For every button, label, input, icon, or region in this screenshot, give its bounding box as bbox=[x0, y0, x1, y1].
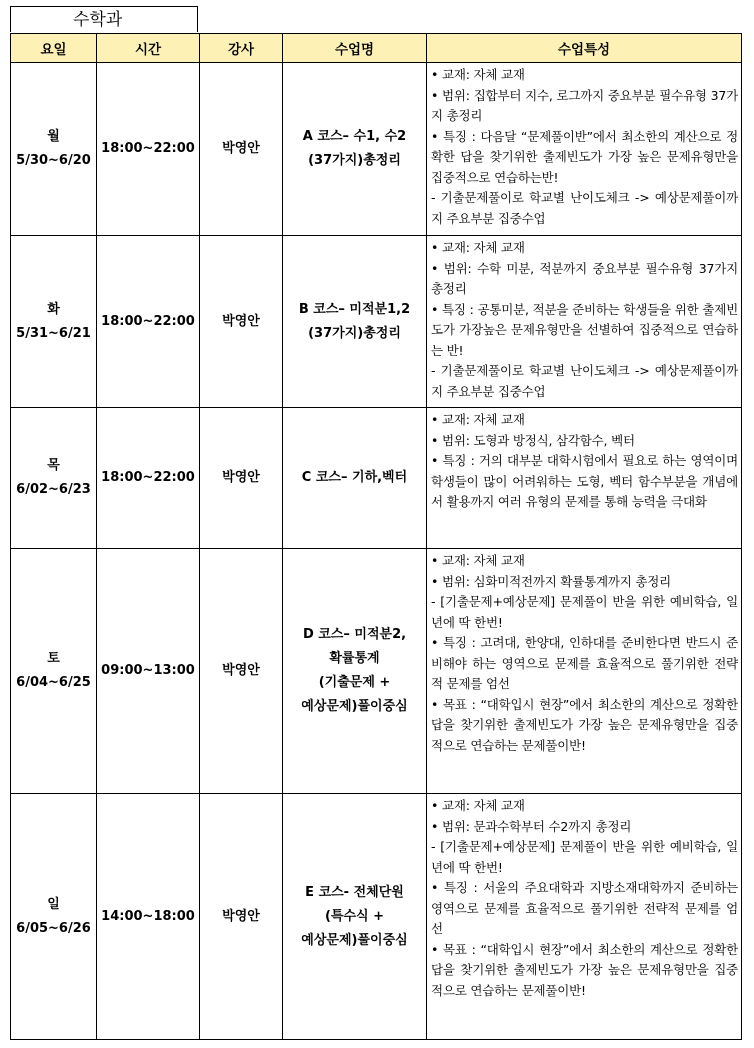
date-range: 6/04~6/25 bbox=[16, 675, 91, 690]
teacher-cell: 박영안 bbox=[200, 549, 283, 794]
feature-item: • 특징 : 거의 대부분 대학시험에서 필요로 하는 영역이며 학생들이 많이 어려워하는 도형, 벡터 함수부분을 개념에서 활용까지 여러 유형의 문제를 통해 능력을 극대화 bbox=[431, 453, 738, 509]
feature-item: - 기출문제풀이로 학교별 난이도체크 -> 예상문제풀이까지 주요부분 집중수업 bbox=[431, 190, 738, 226]
date-range: 6/02~6/23 bbox=[16, 482, 91, 497]
feature-item: • 범위: 심화미적전까지 확률통계까지 총정리 bbox=[431, 573, 672, 589]
feature-item: • 범위: 수학 미분, 적분까지 중요부분 필수유형 37가지 총정리 bbox=[431, 260, 738, 296]
header-day: 요일 bbox=[11, 34, 97, 63]
feature-item: - [기출문제+예상문제] 문제풀이 반을 위한 예비학습, 일년에 딱 한번! bbox=[431, 839, 738, 875]
features-cell bbox=[427, 63, 742, 236]
feature-item: • 목표 : “대학입시 현장”에서 최소한의 계산으로 정확한 답을 찾기위한 출제빈도가 가장 높은 문제유형만을 집중적으로 연습하는 문제풀이반! bbox=[431, 941, 738, 998]
department-title: 수학과 bbox=[10, 6, 198, 32]
day-label: 월 bbox=[47, 129, 60, 144]
day-cell bbox=[11, 794, 97, 1040]
day-label: 토 bbox=[47, 651, 60, 666]
course-name-line: B 코스– 미적분1,2 bbox=[298, 301, 411, 317]
course-name-line: A 코스– 수1, 수2 bbox=[302, 129, 407, 144]
course-cell bbox=[283, 794, 427, 1040]
feature-item: • 목표 : “대학입시 현장”에서 최소한의 계산으로 정확한 답을 찾기위한 출제빈도가 가장 높은 문제유형만을 집중적으로 연습하는 문제풀이반! bbox=[431, 696, 738, 753]
feature-item: - [기출문제+예상문제] 문제풀이 반을 위한 예비학습, 일년에 딱 한번! bbox=[431, 594, 738, 630]
teacher-cell: 박영안 bbox=[200, 63, 283, 236]
course-name-line: D 코스– 미적분2, bbox=[302, 627, 407, 642]
course-cell bbox=[283, 63, 427, 236]
teacher-cell: 박영안 bbox=[200, 236, 283, 408]
time-cell: 18:00~22:00 bbox=[97, 63, 200, 236]
time-cell: 14:00~18:00 bbox=[97, 794, 200, 1040]
feature-item: • 범위: 도형과 방정식, 삼각함수, 벡터 bbox=[431, 432, 635, 448]
features-cell bbox=[427, 549, 742, 794]
day-label: 일 bbox=[47, 896, 60, 912]
course-cell bbox=[283, 236, 427, 408]
feature-item: • 교재: 자체 교재 bbox=[431, 67, 525, 82]
day-cell bbox=[11, 236, 97, 408]
features-cell bbox=[427, 794, 742, 1040]
day-cell bbox=[11, 63, 97, 236]
course-name-line: 예상문제)풀이중심 bbox=[301, 932, 408, 948]
feature-item: • 특징 : 공통미분, 적분을 준비하는 학생들을 위한 출제빈도가 가장높은 문제유형만을 선별하여 집중적으로 연습하는 반! bbox=[431, 301, 738, 358]
teacher-cell: 박영안 bbox=[200, 794, 283, 1040]
course-name-line: (37가지)총정리 bbox=[308, 153, 401, 168]
course-name-line: (특수식 + bbox=[324, 908, 385, 924]
table-row bbox=[11, 63, 742, 236]
course-cell bbox=[283, 408, 427, 549]
table-row bbox=[11, 549, 742, 794]
feature-item: • 특징 : 서울의 주요대학과 지방소재대학까지 준비하는 영역으로 문제를 효율적으로 풀기위한 전략적 문제를 엄선 bbox=[431, 880, 738, 936]
day-cell bbox=[11, 408, 97, 549]
day-cell bbox=[11, 549, 97, 794]
time-cell: 18:00~22:00 bbox=[97, 408, 200, 549]
table-row bbox=[11, 236, 742, 408]
course-cell bbox=[283, 549, 427, 794]
date-range: 5/31~6/21 bbox=[16, 325, 91, 341]
feature-item: • 교재: 자체 교재 bbox=[431, 240, 525, 255]
course-name-line: C 코스– 기하,벡터 bbox=[301, 470, 408, 485]
teacher-cell: 박영안 bbox=[200, 408, 283, 549]
date-range: 5/30~6/20 bbox=[16, 153, 91, 168]
course-name-line: E 코스- 전체단원 bbox=[305, 884, 404, 900]
table-row bbox=[11, 408, 742, 549]
table-row bbox=[11, 794, 742, 1040]
features-cell bbox=[427, 408, 742, 549]
course-name-line: 확률통계 bbox=[329, 651, 380, 666]
features-cell bbox=[427, 236, 742, 408]
course-name-line: 예상문제)풀이중심 bbox=[301, 699, 408, 714]
header-row bbox=[11, 34, 742, 63]
course-name-line: (37가지)총정리 bbox=[308, 325, 401, 341]
feature-item: • 교재: 자체 교재 bbox=[431, 412, 525, 427]
day-label: 화 bbox=[47, 301, 60, 317]
feature-item: • 범위: 문과수학부터 수2까지 총정리 bbox=[431, 818, 632, 834]
time-cell: 18:00~22:00 bbox=[97, 236, 200, 408]
header-features: 수업특성 bbox=[427, 34, 742, 63]
feature-item: • 교재: 자체 교재 bbox=[431, 798, 525, 813]
feature-item: • 교재: 자체 교재 bbox=[431, 553, 525, 568]
header-teacher: 강사 bbox=[200, 34, 283, 63]
feature-item: - 기출문제풀이로 학교별 난이도체크 -> 예상문제풀이까지 주요부분 집중수업 bbox=[431, 363, 738, 399]
feature-item: • 특징 : 다음달 “문제풀이반”에서 최소한의 계산으로 정확한 답을 찾기위한 출제빈도가 가장 높은 문제유형만을 집중적으로 연습하는반! bbox=[431, 128, 738, 185]
course-name-line: (기출문제 + bbox=[318, 675, 391, 690]
date-range: 6/05~6/26 bbox=[16, 920, 91, 936]
day-label: 목 bbox=[47, 458, 60, 473]
class-schedule-table bbox=[10, 33, 742, 1040]
feature-item: • 범위: 집합부터 지수, 로그까지 중요부분 필수유형 37가지 총정리 bbox=[431, 87, 738, 123]
header-time: 시간 bbox=[97, 34, 200, 63]
time-cell: 09:00~13:00 bbox=[97, 549, 200, 794]
header-course: 수업명 bbox=[283, 34, 427, 63]
feature-item: • 특징 : 고려대, 한양대, 인하대를 준비한다면 반드시 준비해야 하는 영역으로 문제를 효율적으로 풀기위한 전략적 문제를 엄선 bbox=[431, 635, 738, 691]
